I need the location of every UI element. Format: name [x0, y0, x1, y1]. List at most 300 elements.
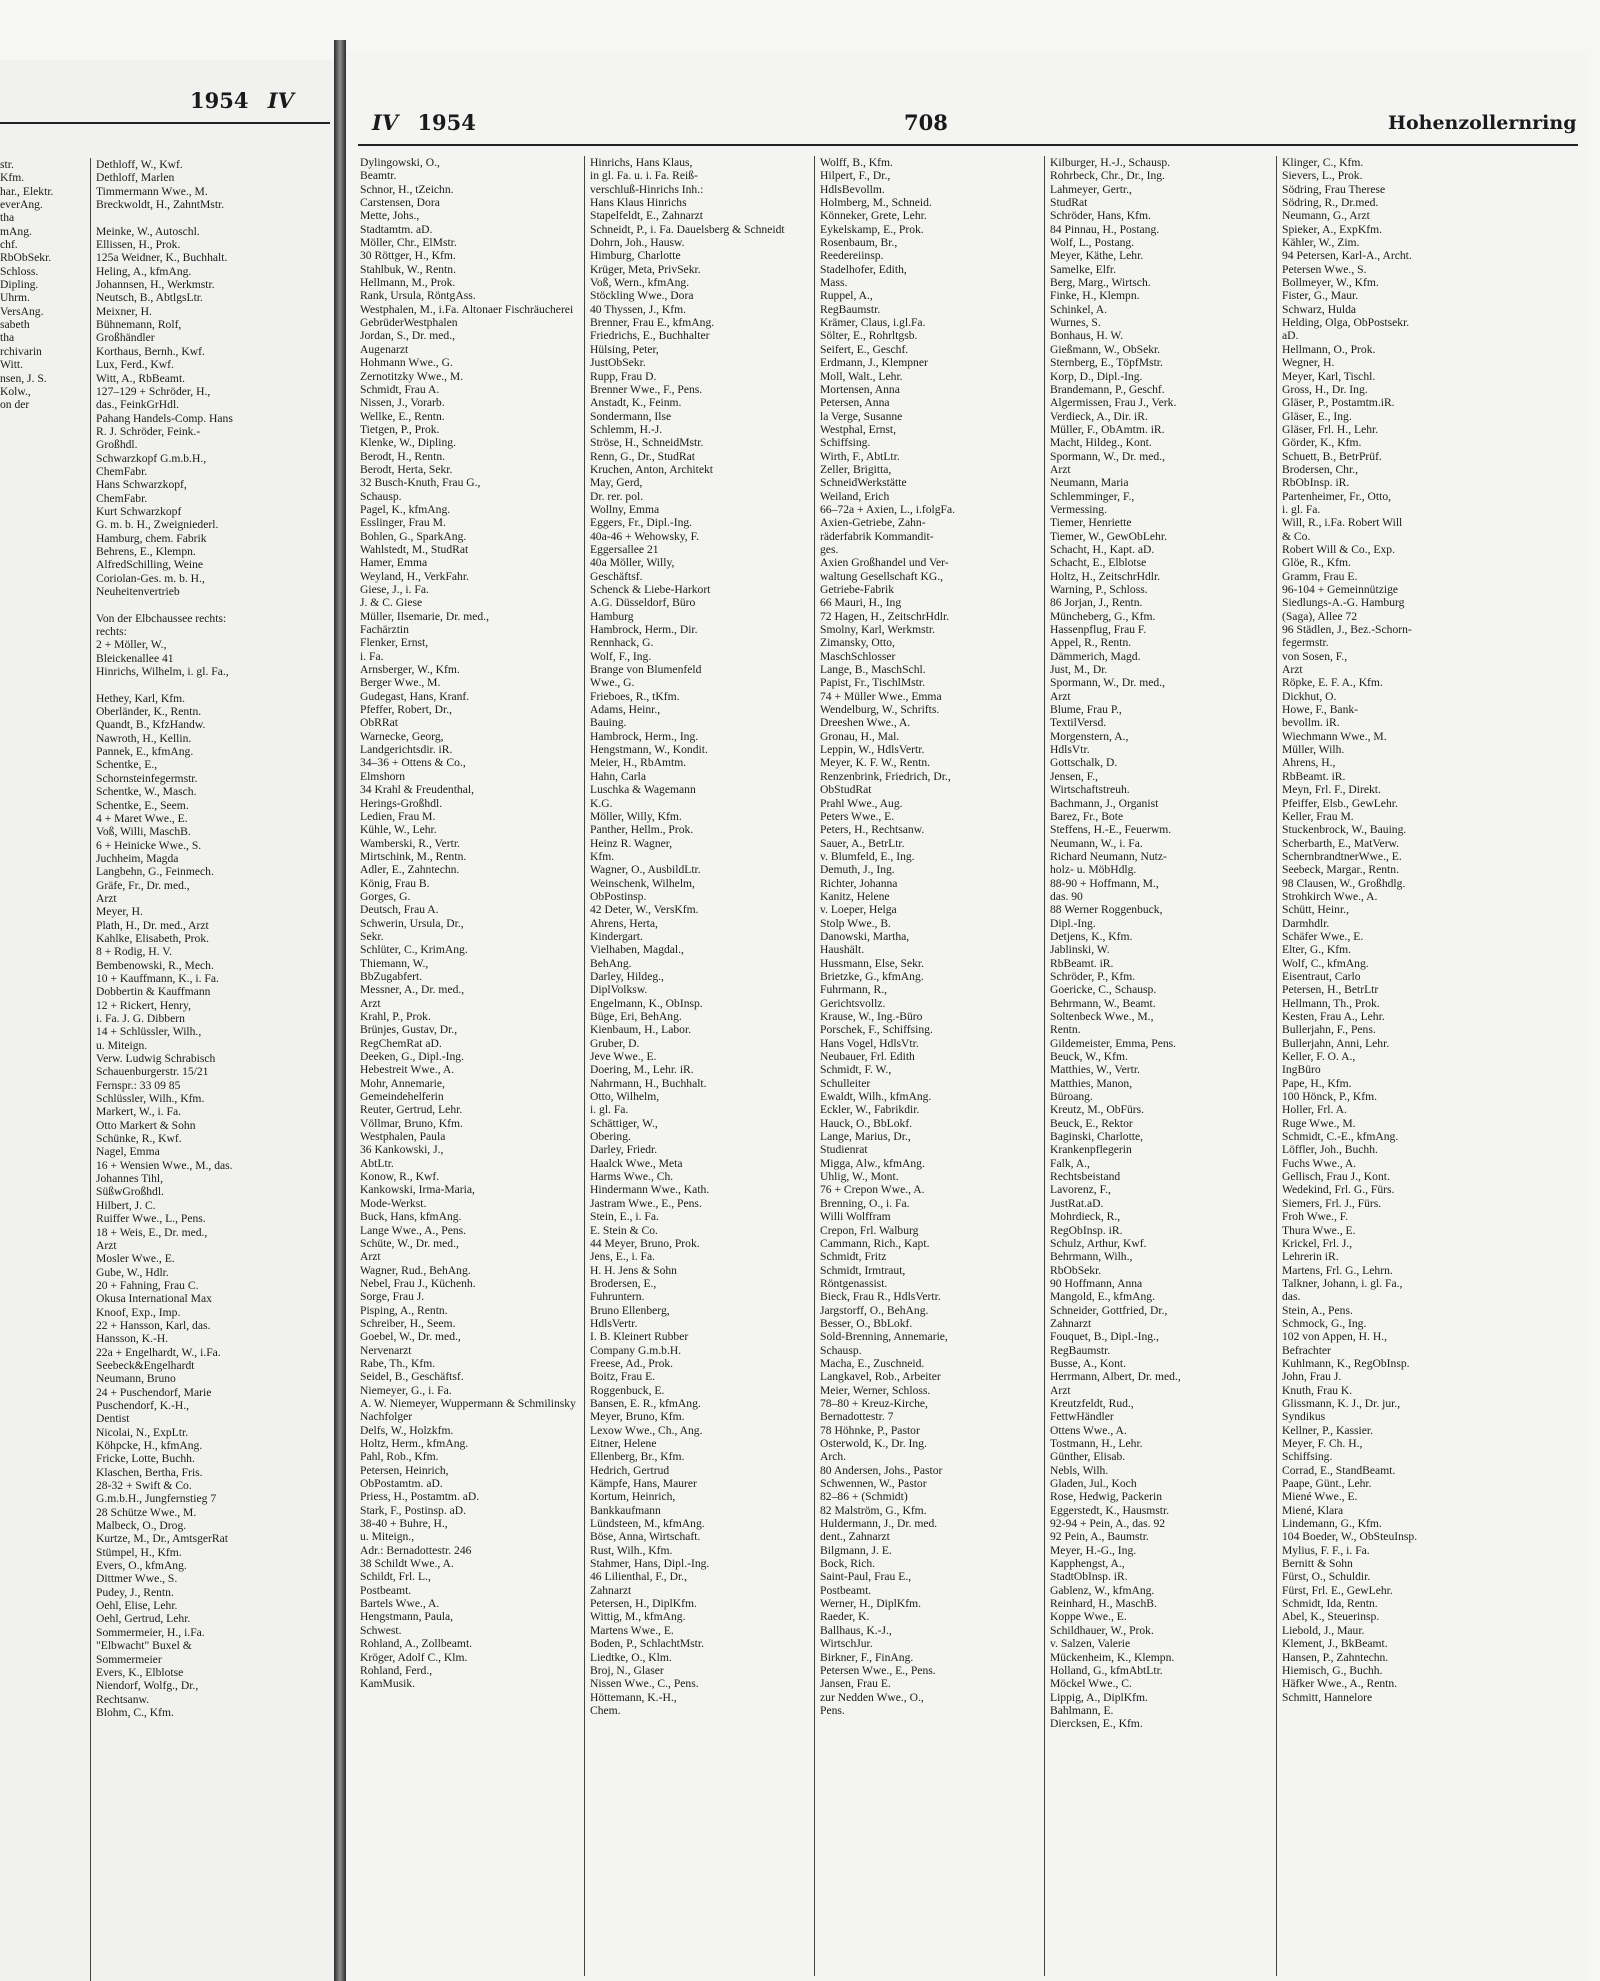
directory-entry — [0, 665, 88, 678]
directory-entry: Broj, N., Glaser — [590, 1663, 664, 1677]
directory-entry: RegChemRat aD. — [360, 1036, 442, 1050]
directory-entry: Eckler, W., Fabrikdir. — [820, 1103, 920, 1117]
directory-entry: Zahnarzt — [1050, 1316, 1092, 1330]
directory-entry: Wirth, F., AbtLtr. — [820, 449, 900, 463]
directory-entry: das., FeinkGrHdl. — [96, 398, 180, 412]
directory-entry: Axien Großhandel und Ver- — [820, 556, 949, 570]
directory-entry: Fouquet, B., Dipl.-Ing., — [1050, 1330, 1159, 1344]
directory-entry: JustRat.aD. — [1050, 1196, 1104, 1210]
directory-entry: Saint-Paul, Frau E., — [820, 1570, 912, 1584]
directory-entry: Peters, H., Rechtsanw. — [820, 823, 925, 837]
directory-entry: Richard Neumann, Nutz- — [1050, 849, 1167, 863]
directory-entry: Hans Schwarzkopf, — [96, 478, 187, 492]
directory-entry: Pfeiffer, Elsb., GewLehr. — [1282, 796, 1398, 810]
directory-entry: Hedrich, Gertrud — [590, 1463, 670, 1477]
directory-entry: Wolff, B., Kfm. — [820, 156, 893, 169]
directory-entry: 102 von Appen, H. H., — [1282, 1330, 1387, 1344]
directory-entry: Mode-Werkst. — [360, 1196, 427, 1210]
directory-entry: Eggers, Fr., Dipl.-Ing. — [590, 516, 693, 530]
directory-entry: Schwennen, W., Pastor — [820, 1477, 927, 1491]
directory-entry: Arzt — [96, 891, 117, 905]
directory-entry: Ewaldt, Wilh., kfmAng. — [820, 1090, 932, 1104]
directory-entry: Sommermeier — [96, 1652, 162, 1666]
directory-entry: Haushält. — [820, 943, 865, 957]
directory-entry: Abel, K., Steuerinsp. — [1282, 1610, 1380, 1624]
directory-entry: u. Miteign., — [360, 1530, 415, 1544]
directory-entry: Ruge Wwe., M. — [1282, 1116, 1356, 1130]
directory-entry: Voß, Wern., kfmAng. — [590, 276, 690, 290]
directory-column-3 — [820, 156, 1042, 1976]
directory-entry: Knoof, Exp., Imp. — [96, 1305, 181, 1319]
directory-entry: 74 + Müller Wwe., Emma — [820, 689, 942, 703]
directory-entry: Schornsteinfegermstr. — [96, 771, 198, 785]
directory-entry: Gube, W., Hdlr. — [96, 1265, 169, 1279]
directory-entry: Bieck, Frau R., HdlsVertr. — [820, 1290, 941, 1304]
directory-entry: Porschek, F., Schiffsing. — [820, 1023, 933, 1037]
directory-entry: Bankkaufmann — [590, 1503, 661, 1517]
directory-entry: Keller, F. O. A., — [1282, 1050, 1356, 1064]
directory-entry: Pudey, J., Rentn. — [96, 1585, 174, 1599]
directory-entry: Darley, Friedr. — [590, 1143, 658, 1157]
directory-entry: Breckwoldt, H., ZahntMstr. — [96, 198, 225, 212]
directory-entry: Fernspr.: 33 09 85 — [96, 1078, 181, 1092]
directory-entry: Sondermann, Ilse — [590, 409, 672, 423]
directory-entry: Wittig, M., kfmAng. — [590, 1610, 686, 1624]
directory-entry: Schuett, B., BetrPrüf. — [1282, 449, 1382, 463]
directory-entry: Zeller, Brigitta, — [820, 462, 892, 476]
directory-entry: Uhlig, W., Mont. — [820, 1170, 899, 1184]
directory-entry: Behrens, E., Klempn. — [96, 544, 196, 558]
directory-entry: Klenke, W., Dipling. — [360, 436, 456, 450]
directory-entry: 40a-46 + Wehowsky, F. — [590, 529, 700, 543]
directory-entry: Bartels Wwe., A. — [360, 1597, 440, 1611]
directory-entry: Darley, Hildeg., — [590, 969, 664, 983]
directory-entry: bevollm. iR. — [1282, 716, 1340, 730]
directory-entry: Herrmann, Albert, Dr. med., — [1050, 1370, 1181, 1384]
directory-entry: Meier, Werner, Schloss. — [820, 1383, 931, 1397]
directory-entry: Hellmann, O., Prok. — [1282, 342, 1376, 356]
directory-entry: Seidel, B., Geschäftsf. — [360, 1370, 464, 1384]
directory-entry: Papist, Fr., TischlMstr. — [820, 676, 926, 690]
directory-entry: G.m.b.H., Jungfernstieg 7 — [96, 1492, 217, 1506]
directory-entry: SüßwGroßhdl. — [96, 1185, 164, 1199]
directory-entry — [0, 412, 88, 425]
directory-entry: Gläser, E., Ing. — [1282, 409, 1352, 423]
directory-entry: Petersen, H., DiplKfm. — [590, 1597, 697, 1611]
directory-entry: Carstensen, Dora — [360, 196, 440, 210]
directory-entry: ChemFabr. — [96, 491, 148, 505]
directory-entry: Dethloff, W., Kwf. — [96, 158, 183, 171]
directory-entry: Schmidt, Fritz — [820, 1250, 887, 1264]
directory-entry: Witt, A., RbBeamt. — [96, 371, 186, 385]
directory-entry: 4 + Maret Wwe., E. — [96, 811, 188, 825]
directory-entry — [0, 718, 88, 731]
directory-entry: Panther, Hellm., Prok. — [590, 823, 694, 837]
directory-entry: Bühnemann, Rolf, — [96, 318, 182, 332]
directory-entry: Roggenbuck, E. — [590, 1383, 665, 1397]
directory-entry: Bonhaus, H. W. — [1050, 329, 1124, 343]
directory-entry: Wedekind, Frl. G., Fürs. — [1282, 1183, 1395, 1197]
directory-entry: Macht, Hildeg., Kont. — [1050, 436, 1152, 450]
directory-entry: Wagner, Rud., BehAng. — [360, 1263, 471, 1277]
directory-entry: Kapphengst, A., — [1050, 1557, 1125, 1571]
directory-entry: Deeken, G., Dipl.-Ing. — [360, 1050, 464, 1064]
directory-entry: Müller, Ilsemarie, Dr. med., — [360, 609, 489, 623]
directory-entry: Evers, K., Elblotse — [96, 1665, 184, 1679]
directory-entry: 84 Pinnau, H., Postang. — [1050, 222, 1160, 236]
directory-entry: Besser, O., BbLokf. — [820, 1316, 913, 1330]
directory-entry — [0, 758, 88, 771]
directory-entry: Schlemminger, F., — [1050, 489, 1135, 503]
directory-entry: sabeth — [0, 318, 30, 332]
directory-entry: Verw. Ludwig Schrabisch — [96, 1052, 216, 1066]
directory-entry: Neumann, W., i. Fa. — [1050, 836, 1143, 850]
directory-entry: Bollmeyer, W., Kfm. — [1282, 276, 1379, 290]
directory-entry — [0, 438, 88, 451]
directory-entry: v. Blumfeld, E., Ing. — [820, 849, 915, 863]
directory-entry: H. H. Jens & Sohn — [590, 1263, 677, 1277]
directory-entry: Hamer, Emma — [360, 556, 428, 570]
directory-entry: Schwarzkopf G.m.b.H., — [96, 451, 207, 465]
directory-entry: Berodt, H., Rentn. — [360, 449, 446, 463]
directory-entry: Brünjes, Gustav, Dr., — [360, 1023, 458, 1037]
directory-entry: Hindermann Wwe., Kath. — [590, 1183, 710, 1197]
directory-entry: Rohrbeck, Chr., Dr., Ing. — [1050, 169, 1165, 183]
directory-entry: on der — [0, 398, 30, 412]
directory-entry: Rose, Hedwig, Packerin — [1050, 1490, 1163, 1504]
directory-entry — [0, 425, 88, 438]
directory-entry: Kruchen, Anton, Architekt — [590, 462, 713, 476]
directory-entry: 100 Hönck, P., Kfm. — [1282, 1090, 1378, 1104]
directory-entry: Algermissen, Frau J., Verk. — [1050, 396, 1177, 410]
directory-entry: Sekr. — [360, 929, 384, 943]
directory-entry: Hambrock, Herm., Dir. — [590, 623, 698, 637]
directory-entry: Miené, Klara — [1282, 1503, 1344, 1517]
directory-entry: Brodersen, Chr., — [1282, 462, 1358, 476]
directory-entry: Dittmer Wwe., S. — [96, 1572, 178, 1586]
directory-entry: Zimansky, Otto, — [820, 636, 895, 650]
directory-entry: Wiechmann Wwe., M. — [1282, 729, 1387, 743]
directory-entry: Ruiffer Wwe., L., Pens. — [96, 1212, 206, 1226]
directory-entry: Gellisch, Frau J., Kont. — [1282, 1170, 1390, 1184]
directory-entry: 72 Hagen, H., ZeitschrHdlr. — [820, 609, 950, 623]
directory-entry: Sölter, E., Rohrltgsb. — [820, 329, 918, 343]
directory-entry: Ruppel, A., — [820, 289, 873, 303]
directory-entry: Wahlstedt, M., StudRat — [360, 542, 469, 556]
directory-entry: Köhpcke, H., kfmAng. — [96, 1439, 203, 1452]
directory-entry: Beamtr. — [360, 169, 397, 183]
directory-entry: Schneider, Gottfried, Dr., — [1050, 1303, 1168, 1317]
directory-entry: Gottschalk, D. — [1050, 756, 1118, 770]
directory-entry: Westphal, Ernst, — [820, 422, 897, 436]
directory-entry: Schmidt, Irmtraut, — [820, 1263, 906, 1277]
directory-entry: tha — [0, 331, 15, 345]
directory-entry: Meier, H., RbAmtm. — [590, 756, 687, 770]
directory-entry: Zernotitzky Wwe., M. — [360, 369, 464, 383]
directory-entry: AbtLtr. — [360, 1156, 394, 1170]
directory-entry: Martens, Frl. G., Lehrn. — [1282, 1263, 1393, 1277]
directory-entry: Stadtamtm. aD. — [360, 222, 433, 236]
directory-entry: 24 + Puschendorf, Marie — [96, 1385, 212, 1399]
directory-entry: Schreiber, H., Seem. — [360, 1316, 456, 1330]
directory-entry: 78–80 + Kreuz-Kirche, — [820, 1396, 928, 1410]
directory-entry: Hengstmann, W., Kondit. — [590, 743, 708, 757]
directory-entry: 30 Röttger, H., Kfm. — [360, 249, 456, 263]
directory-entry: Niemeyer, G., i. Fa. — [360, 1383, 452, 1397]
directory-entry: Fuhruntern. — [590, 1290, 645, 1304]
directory-entry: Corrad, E., StandBeamt. — [1282, 1463, 1396, 1477]
directory-entry: Freese, Ad., Prok. — [590, 1356, 674, 1370]
directory-entry: Engelmann, K., ObInsp. — [590, 996, 703, 1010]
directory-entry: Häfker Wwe., A., Rentn. — [1282, 1677, 1398, 1691]
directory-entry: AlfredSchilling, Weine — [96, 558, 204, 572]
directory-entry: Büroang. — [1050, 1090, 1093, 1104]
right-page — [346, 52, 1586, 1981]
directory-entry: Schwest. — [360, 1623, 402, 1637]
directory-entry: 34 Krahl & Freudenthal, — [360, 783, 474, 797]
directory-entry: 86 Jorjan, J., Rentn. — [1050, 596, 1143, 610]
directory-entry: Pfeffer, Robert, Dr., — [360, 703, 453, 717]
directory-entry: Schiffsing. — [1282, 1450, 1333, 1464]
directory-entry: Ottens Wwe., A. — [1050, 1423, 1127, 1437]
directory-entry — [0, 745, 88, 758]
directory-entry: SchneidWerkstätte — [820, 476, 907, 490]
directory-entry: Stark, F., Postinsp. aD. — [360, 1503, 467, 1517]
directory-entry: RegBaumstr. — [820, 302, 881, 316]
directory-entry: holz- u. MöbHdlg. — [1050, 863, 1137, 877]
directory-entry: Hans Klaus Hinrichs — [590, 196, 687, 210]
directory-entry: Raeder, K. — [820, 1610, 870, 1624]
directory-entry: WirtschJur. — [820, 1637, 873, 1651]
directory-entry: Okusa International Max — [96, 1292, 212, 1306]
directory-entry: Neumann, Bruno — [96, 1372, 176, 1386]
directory-entry: Gräfe, Fr., Dr. med., — [96, 878, 190, 892]
directory-entry: Mortensen, Anna — [820, 382, 900, 396]
directory-entry: 18 + Weis, E., Dr. med., — [96, 1225, 208, 1239]
directory-entry: Birkner, F., FinAng. — [820, 1650, 914, 1664]
directory-entry: 92-94 + Pein, A., das. 92 — [1050, 1517, 1166, 1531]
directory-entry: Schmitt, Hannelore — [1282, 1690, 1373, 1704]
directory-entry — [96, 678, 334, 691]
directory-entry: Mylius, F. F., i. Fa. — [1282, 1543, 1370, 1557]
directory-entry: Werner, H., DiplKfm. — [820, 1597, 921, 1611]
directory-entry: Macha, E., Zuschneid. — [820, 1356, 925, 1370]
directory-entry: Pens. — [820, 1703, 845, 1717]
directory-entry: Verdieck, A., Dir. iR. — [1050, 409, 1148, 423]
directory-entry: Deutsch, Frau A. — [360, 903, 439, 917]
directory-entry: Dr. rer. pol. — [590, 489, 644, 503]
directory-entry: 82–86 + (Schmidt) — [820, 1490, 908, 1504]
directory-entry: Schüte, W., Dr. med., — [360, 1236, 459, 1250]
directory-entry: Mirtschink, M., Rentn. — [360, 849, 467, 863]
directory-entry: Großhdl. — [96, 438, 138, 452]
directory-entry: Müller, Wilh. — [1282, 743, 1345, 757]
directory-entry: Nachfolger — [360, 1410, 413, 1424]
directory-entry: Kahlke, Elisabeth, Prok. — [96, 931, 210, 945]
directory-entry: Kanitz, Helene — [820, 889, 890, 903]
directory-entry: Gablenz, W., kfmAng. — [1050, 1583, 1155, 1597]
directory-entry: Siedlungs-A.-G. Hamburg — [1282, 596, 1405, 610]
directory-entry: Krickel, Frl. J., — [1282, 1236, 1353, 1250]
directory-entry — [0, 505, 88, 518]
directory-entry: Goebel, W., Dr. med., — [360, 1330, 461, 1344]
directory-entry: Schinkel, A. — [1050, 302, 1108, 316]
directory-entry: Lehrerin iR. — [1282, 1250, 1339, 1264]
left-header-year: 1954 — [190, 88, 249, 113]
directory-entry: Just, M., Dr. — [1050, 663, 1108, 677]
directory-entry: Kellner, P., Kassier. — [1282, 1423, 1373, 1437]
directory-entry: i. gl. Fa. — [1282, 502, 1321, 516]
directory-entry: 40 Thyssen, J., Kfm. — [590, 302, 687, 316]
directory-entry: Nicolai, N., ExpLtr. — [96, 1425, 189, 1439]
directory-entry: Konow, R., Kwf. — [360, 1170, 440, 1184]
directory-entry: Huldermann, J., Dr. med. — [820, 1517, 938, 1531]
directory-entry: Erdmann, J., Klempner — [820, 356, 928, 370]
directory-entry: Krause, W., Ing.-Büro — [820, 1010, 923, 1023]
directory-entry: Osterwold, K., Dr. Ing. — [820, 1437, 927, 1450]
directory-entry: E. Stein & Co. — [590, 1223, 658, 1237]
directory-entry: DiplVolksw. — [590, 983, 648, 997]
directory-entry: Appel, R., Rentn. — [1050, 636, 1132, 650]
directory-entry: Stolp Wwe., B. — [820, 916, 891, 930]
column-separator — [1044, 156, 1045, 1976]
directory-entry: Kurtze, M., Dr., AmtsgerRat — [96, 1532, 229, 1546]
directory-entry: Adams, Heinr., — [590, 703, 661, 717]
directory-entry: Eitner, Helene — [590, 1437, 657, 1450]
directory-entry: Arzt — [1050, 1383, 1071, 1397]
directory-entry: Wolf, C., kfmAng. — [1282, 956, 1369, 970]
directory-entry: Wellke, E., Rentn. — [360, 409, 445, 423]
directory-entry: Bohlen, G., SparkAng. — [360, 529, 467, 543]
directory-entry: in gl. Fa. u. i. Fa. Reiß- — [590, 169, 698, 183]
directory-entry: Hethey, Karl, Kfm. — [96, 691, 186, 705]
directory-entry: Matthies, Manon, — [1050, 1076, 1133, 1090]
directory-entry: Mangold, E., kfmAng. — [1050, 1290, 1155, 1304]
directory-entry — [0, 678, 88, 691]
directory-entry: Krämer, Claus, i.gl.Fa. — [820, 316, 926, 330]
directory-entry: Günther, Elisab. — [1050, 1450, 1126, 1464]
directory-entry: Schmidt, F. W., — [820, 1063, 892, 1077]
directory-entry: Dämmerich, Magd. — [1050, 649, 1141, 663]
directory-entry: Schwerin, Ursula, Dr., — [360, 916, 464, 930]
directory-entry: Kröger, Adolf C., Klm. — [360, 1650, 468, 1664]
directory-entry: Von der Elbchaussee rechts: — [96, 611, 227, 625]
directory-entry: Neutsch, B., AbtlgsLtr. — [96, 291, 203, 305]
directory-entry: 38-40 + Buhre, H., — [360, 1517, 448, 1531]
directory-entry: Blohm, C., Kfm. — [96, 1705, 174, 1719]
directory-entry: Nissen Wwe., C., Pens. — [590, 1677, 699, 1691]
directory-entry: Hiemisch, G., Buchh. — [1282, 1663, 1383, 1677]
directory-entry: Dethloff, Marlen — [96, 171, 175, 185]
directory-entry: Ellenberg, Br., Kfm. — [590, 1450, 685, 1464]
directory-entry: ChemFabr. — [96, 464, 148, 478]
directory-entry: Klinger, C., Kfm. — [1282, 156, 1364, 169]
directory-entry: 82 Malström, G., Kfm. — [820, 1503, 927, 1517]
directory-entry: Gießmann, W., ObSekr. — [1050, 342, 1161, 356]
directory-entry: Leppin, W., HdlsVertr. — [820, 743, 925, 757]
directory-entry: Sold-Brenning, Annemarie, — [820, 1330, 948, 1344]
directory-entry: Görder, K., Kfm. — [1282, 436, 1362, 450]
directory-entry: Stadelhofer, Edith, — [820, 262, 907, 276]
directory-entry: Korthaus, Bernh., Kwf. — [96, 344, 205, 358]
directory-entry: Studienrat — [820, 1143, 868, 1157]
directory-entry: Liebold, J., Maur. — [1282, 1623, 1365, 1637]
directory-entry: Jansen, Frau E. — [820, 1677, 891, 1691]
directory-entry: Wurnes, S. — [1050, 316, 1101, 330]
directory-entry: 96 Städlen, J., Bez.-Schorn- — [1282, 623, 1412, 637]
directory-entry: 32 Busch-Knuth, Frau G., — [360, 476, 481, 490]
directory-entry: Dylingowski, O., — [360, 156, 440, 169]
directory-entry: Schmidt, Frau A. — [360, 382, 440, 396]
directory-entry: Pagel, K., kfmAng. — [360, 502, 451, 516]
directory-entry: Otto Markert & Sohn — [96, 1118, 196, 1132]
directory-entry: Frieboes, R., tKfm. — [590, 689, 680, 703]
directory-entry: KamMusik. — [360, 1677, 416, 1691]
directory-entry: Spormann, W., Dr. med., — [1050, 449, 1165, 463]
directory-entry: 96-104 + Gemeinnützige — [1282, 583, 1399, 596]
directory-entry: Keller, Frau M. — [1282, 809, 1354, 823]
directory-entry: Kfm. — [590, 849, 615, 863]
directory-entry: Niendorf, Wolfg., Dr., — [96, 1679, 199, 1693]
right-page-header-left — [372, 110, 476, 135]
directory-entry: Fürst, Frl. E., GewLehr. — [1282, 1583, 1393, 1597]
directory-entry: Hebestreit Wwe., A. — [360, 1063, 455, 1077]
directory-entry: str. — [0, 158, 14, 171]
directory-entry: Kesten, Frau A., Lehr. — [1282, 1010, 1385, 1023]
directory-entry: Hinrichs, Wilhelm, i. gl. Fa., — [96, 665, 229, 679]
directory-entry: Krüger, Meta, PrivSekr. — [590, 262, 701, 276]
directory-entry: Lündsteen, M., kfmAng. — [590, 1517, 705, 1531]
directory-entry — [0, 545, 88, 558]
directory-entry: Zahnarzt — [590, 1583, 632, 1597]
directory-entry — [0, 598, 88, 611]
directory-entry: Mass. — [820, 276, 848, 290]
directory-entry: Bansen, E. R., kfmAng. — [590, 1396, 701, 1410]
directory-entry: Nagel, Emma — [96, 1145, 160, 1159]
right-header-year: 1954 — [417, 110, 476, 135]
directory-entry: 76 + Crepon Wwe., A. — [820, 1183, 925, 1197]
directory-entry: Schacht, H., Kapt. aD. — [1050, 542, 1155, 556]
directory-entry: RbBeamt. iR. — [1282, 769, 1346, 783]
directory-entry: Höttemann, K.-H., — [590, 1690, 677, 1704]
directory-entry: das. 90 — [1050, 889, 1083, 903]
right-header-volume: IV — [372, 110, 399, 135]
directory-entry: Kämpfe, Hans, Maurer — [590, 1477, 697, 1491]
directory-entry — [0, 652, 88, 665]
directory-entry: König, Frau B. — [360, 876, 430, 890]
directory-entry: Böse, Anna, Wirtschaft. — [590, 1530, 701, 1544]
directory-entry: Morgenstern, A., — [1050, 729, 1129, 743]
directory-entry: Fuchs Wwe., A. — [1282, 1156, 1357, 1170]
directory-entry: 104 Boeder, W., ObSteuInsp. — [1282, 1530, 1418, 1544]
directory-entry: 88 Werner Roggenbuck, — [1050, 903, 1163, 917]
directory-entry: Röntgenassist. — [820, 1276, 888, 1290]
directory-entry: Will, R., i.Fa. Robert Will — [1282, 516, 1403, 530]
directory-entry: Dobbertin & Kauffmann — [96, 985, 211, 999]
directory-entry: 38 Schildt Wwe., A. — [360, 1557, 454, 1571]
directory-entry: Luschka & Wagemann — [590, 783, 696, 797]
directory-entry: VersAng. — [0, 304, 44, 318]
directory-column-2 — [590, 156, 812, 1976]
directory-entry: Nissen, J., Vorarb. — [360, 396, 445, 410]
directory-entry: Nawroth, H., Kellin. — [96, 731, 192, 745]
directory-entry: Froh Wwe., F. — [1282, 1210, 1349, 1224]
directory-entry: Goericke, C., Schausp. — [1050, 983, 1157, 997]
directory-entry: A.G. Düsseldorf, Büro — [590, 596, 696, 610]
directory-entry: Röpke, E. F. A., Kfm. — [1282, 676, 1383, 690]
directory-entry: Warning, P., Schloss. — [1050, 583, 1148, 596]
directory-entry: Soltenbeck Wwe., M., — [1050, 1010, 1154, 1023]
